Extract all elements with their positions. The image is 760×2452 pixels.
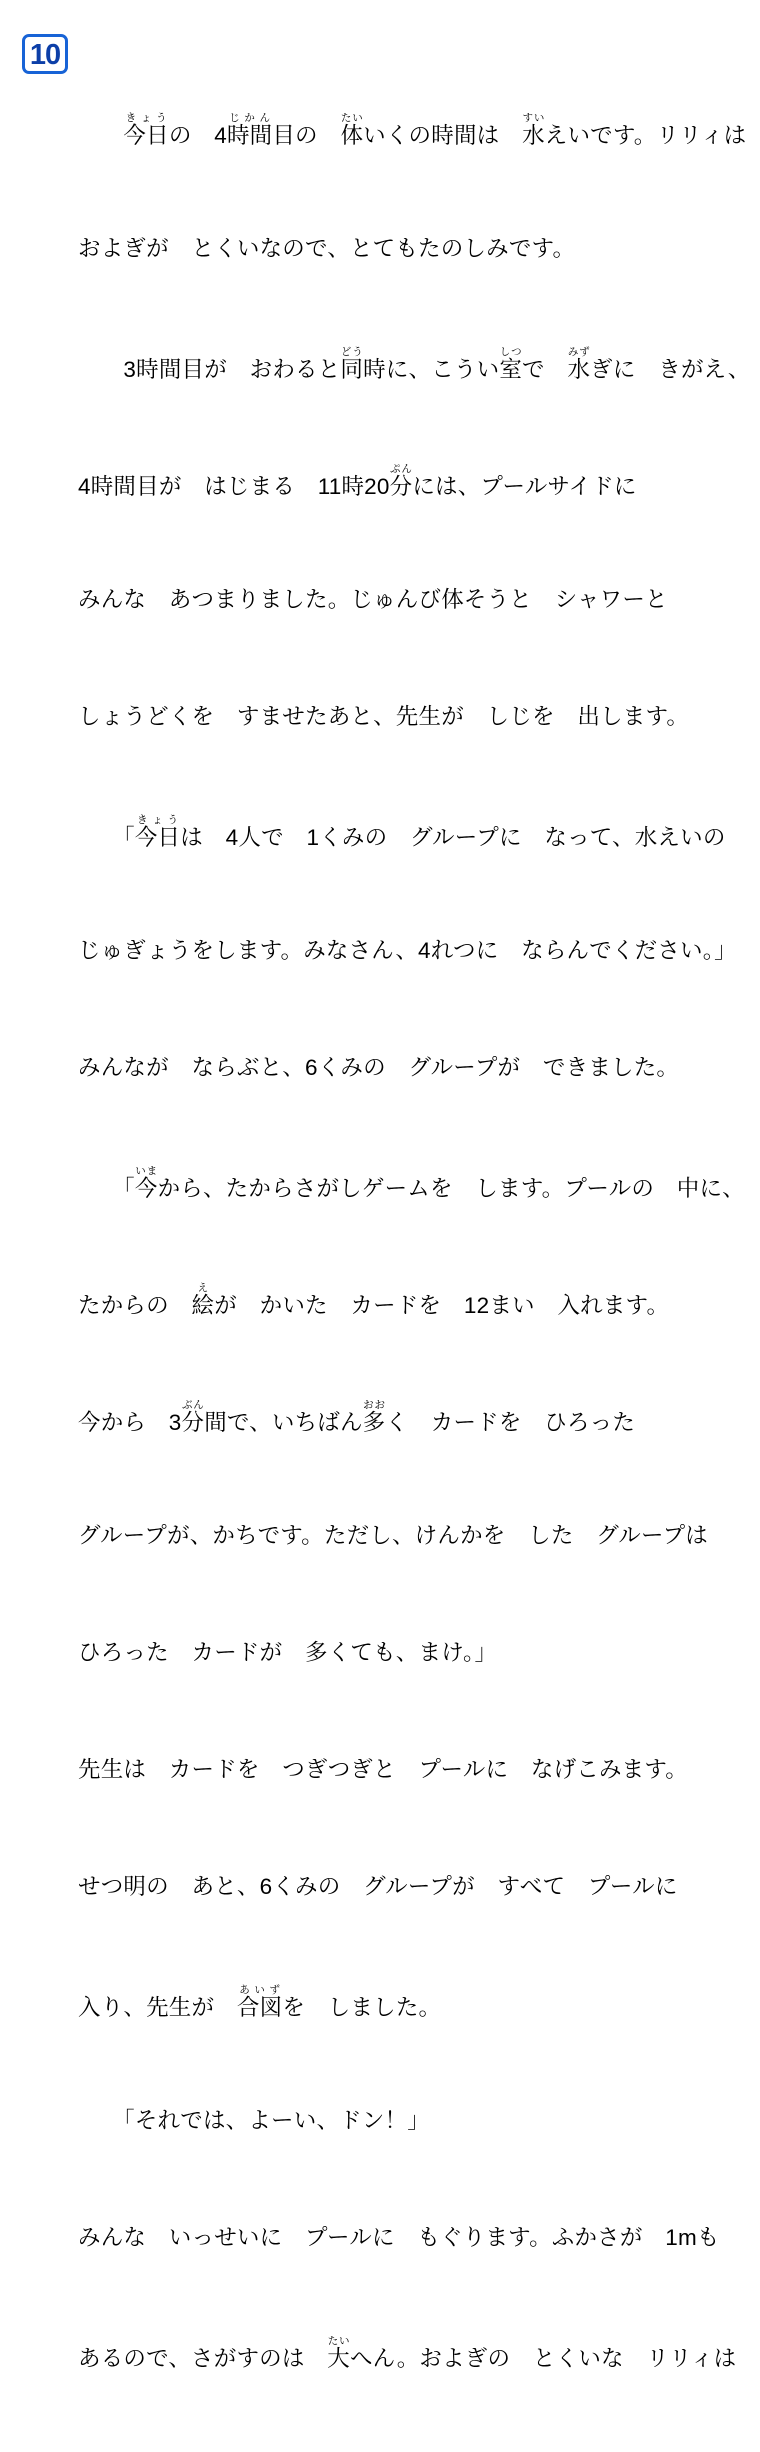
text-line: 「今日きょうは 4人で 1くみの グループに なって、水えいの [78,814,726,850]
ruby-group: 室しつ [499,346,523,382]
ruby-group: 今日きょう [123,112,169,148]
ruby-group: 絵え [191,1282,215,1318]
ruby-group: 今日きょう [134,814,181,850]
furigana: いま [134,1165,158,1177]
text-line: じゅぎょうをします。みなさん、4れつに ならんでください。」 [78,938,737,963]
ruby-group: 水すい [522,112,545,148]
ruby-group: 多おお [362,1399,386,1435]
furigana: たい [340,112,364,124]
text-line: みんなが ならぶと、6くみの グループが できました。 [78,1055,680,1080]
furigana: ぶん [181,1399,205,1411]
ruby-group: 時間じかん [226,112,273,148]
ruby-group: 今いま [134,1165,158,1201]
text-line: 今日きょうの 4時間じかん目の 体たいいくの時間は 水すいえいです。リリィは [123,112,747,148]
text-line: たからの 絵えが かいた カードを 12まい 入れます。 [78,1282,670,1318]
passage-body [78,34,751,2452]
ruby-group: 同どう [340,346,364,382]
furigana: きょう [123,112,169,124]
text-line: 先生は カードを つぎつぎと プールに なげこみます。 [78,1757,688,1782]
furigana: どう [340,346,364,358]
text-line: 3時間目が おわると同どう時に、こうい室しつで 水みずぎに きがえ、 [78,346,751,382]
ruby-group: 合図あいず [236,1984,283,2020]
text-line: あるので、さがすのは 大たいへん。およぎの とくいな リリィは [78,2335,737,2371]
problem-number-badge: 10 [22,34,68,74]
text-line: 「それでは、よーい、ドン！」 [78,2108,430,2133]
furigana: おお [362,1399,386,1411]
text-line: せつ明の あと、6くみの グループが すべて プールに [78,1874,678,1899]
ruby-group: 水みず [567,346,591,382]
text-line: しょうどくを すませたあと、先生が しじを 出します。 [78,704,690,729]
furigana: あいず [236,1984,283,1996]
furigana: え [191,1282,215,1294]
furigana: ぷん [389,463,413,475]
furigana: たい [327,2335,350,2347]
text-line: およぎが とくいなので、とてもたのしみです。 [78,236,576,261]
text-line: ひろった カードが 多くても、まけ。」 [78,1640,498,1665]
text-line: みんな いっせいに プールに もぐります。ふかさが 1mも [78,2225,720,2250]
text-line: 「今いまから、たからさがしゲームを します。プールの 中に、 [78,1165,745,1201]
furigana: じかん [226,112,273,124]
furigana: しつ [499,346,523,358]
furigana: すい [522,112,545,124]
text-line: 入り、先生が 合図あいずを しました。 [78,1984,442,2020]
ruby-group: 大たい [327,2335,350,2371]
ruby-group: 分ぷん [389,463,413,499]
furigana: きょう [134,814,181,826]
text-line: 4時間目が はじまる 11時20分ぷんには、プールサイドに [78,463,637,499]
text-line: みんな あつまりました。じゅんび体そうと シャワーと [78,587,668,612]
furigana: みず [567,346,591,358]
text-line: 今から 3分ぶん間で、いちばん多おおく カードを ひろった [78,1399,636,1435]
text-line: グループが、かちです。ただし、けんかを した グループは [78,1523,708,1548]
ruby-group: 分ぶん [181,1399,205,1435]
ruby-group: 体たい [340,112,364,148]
